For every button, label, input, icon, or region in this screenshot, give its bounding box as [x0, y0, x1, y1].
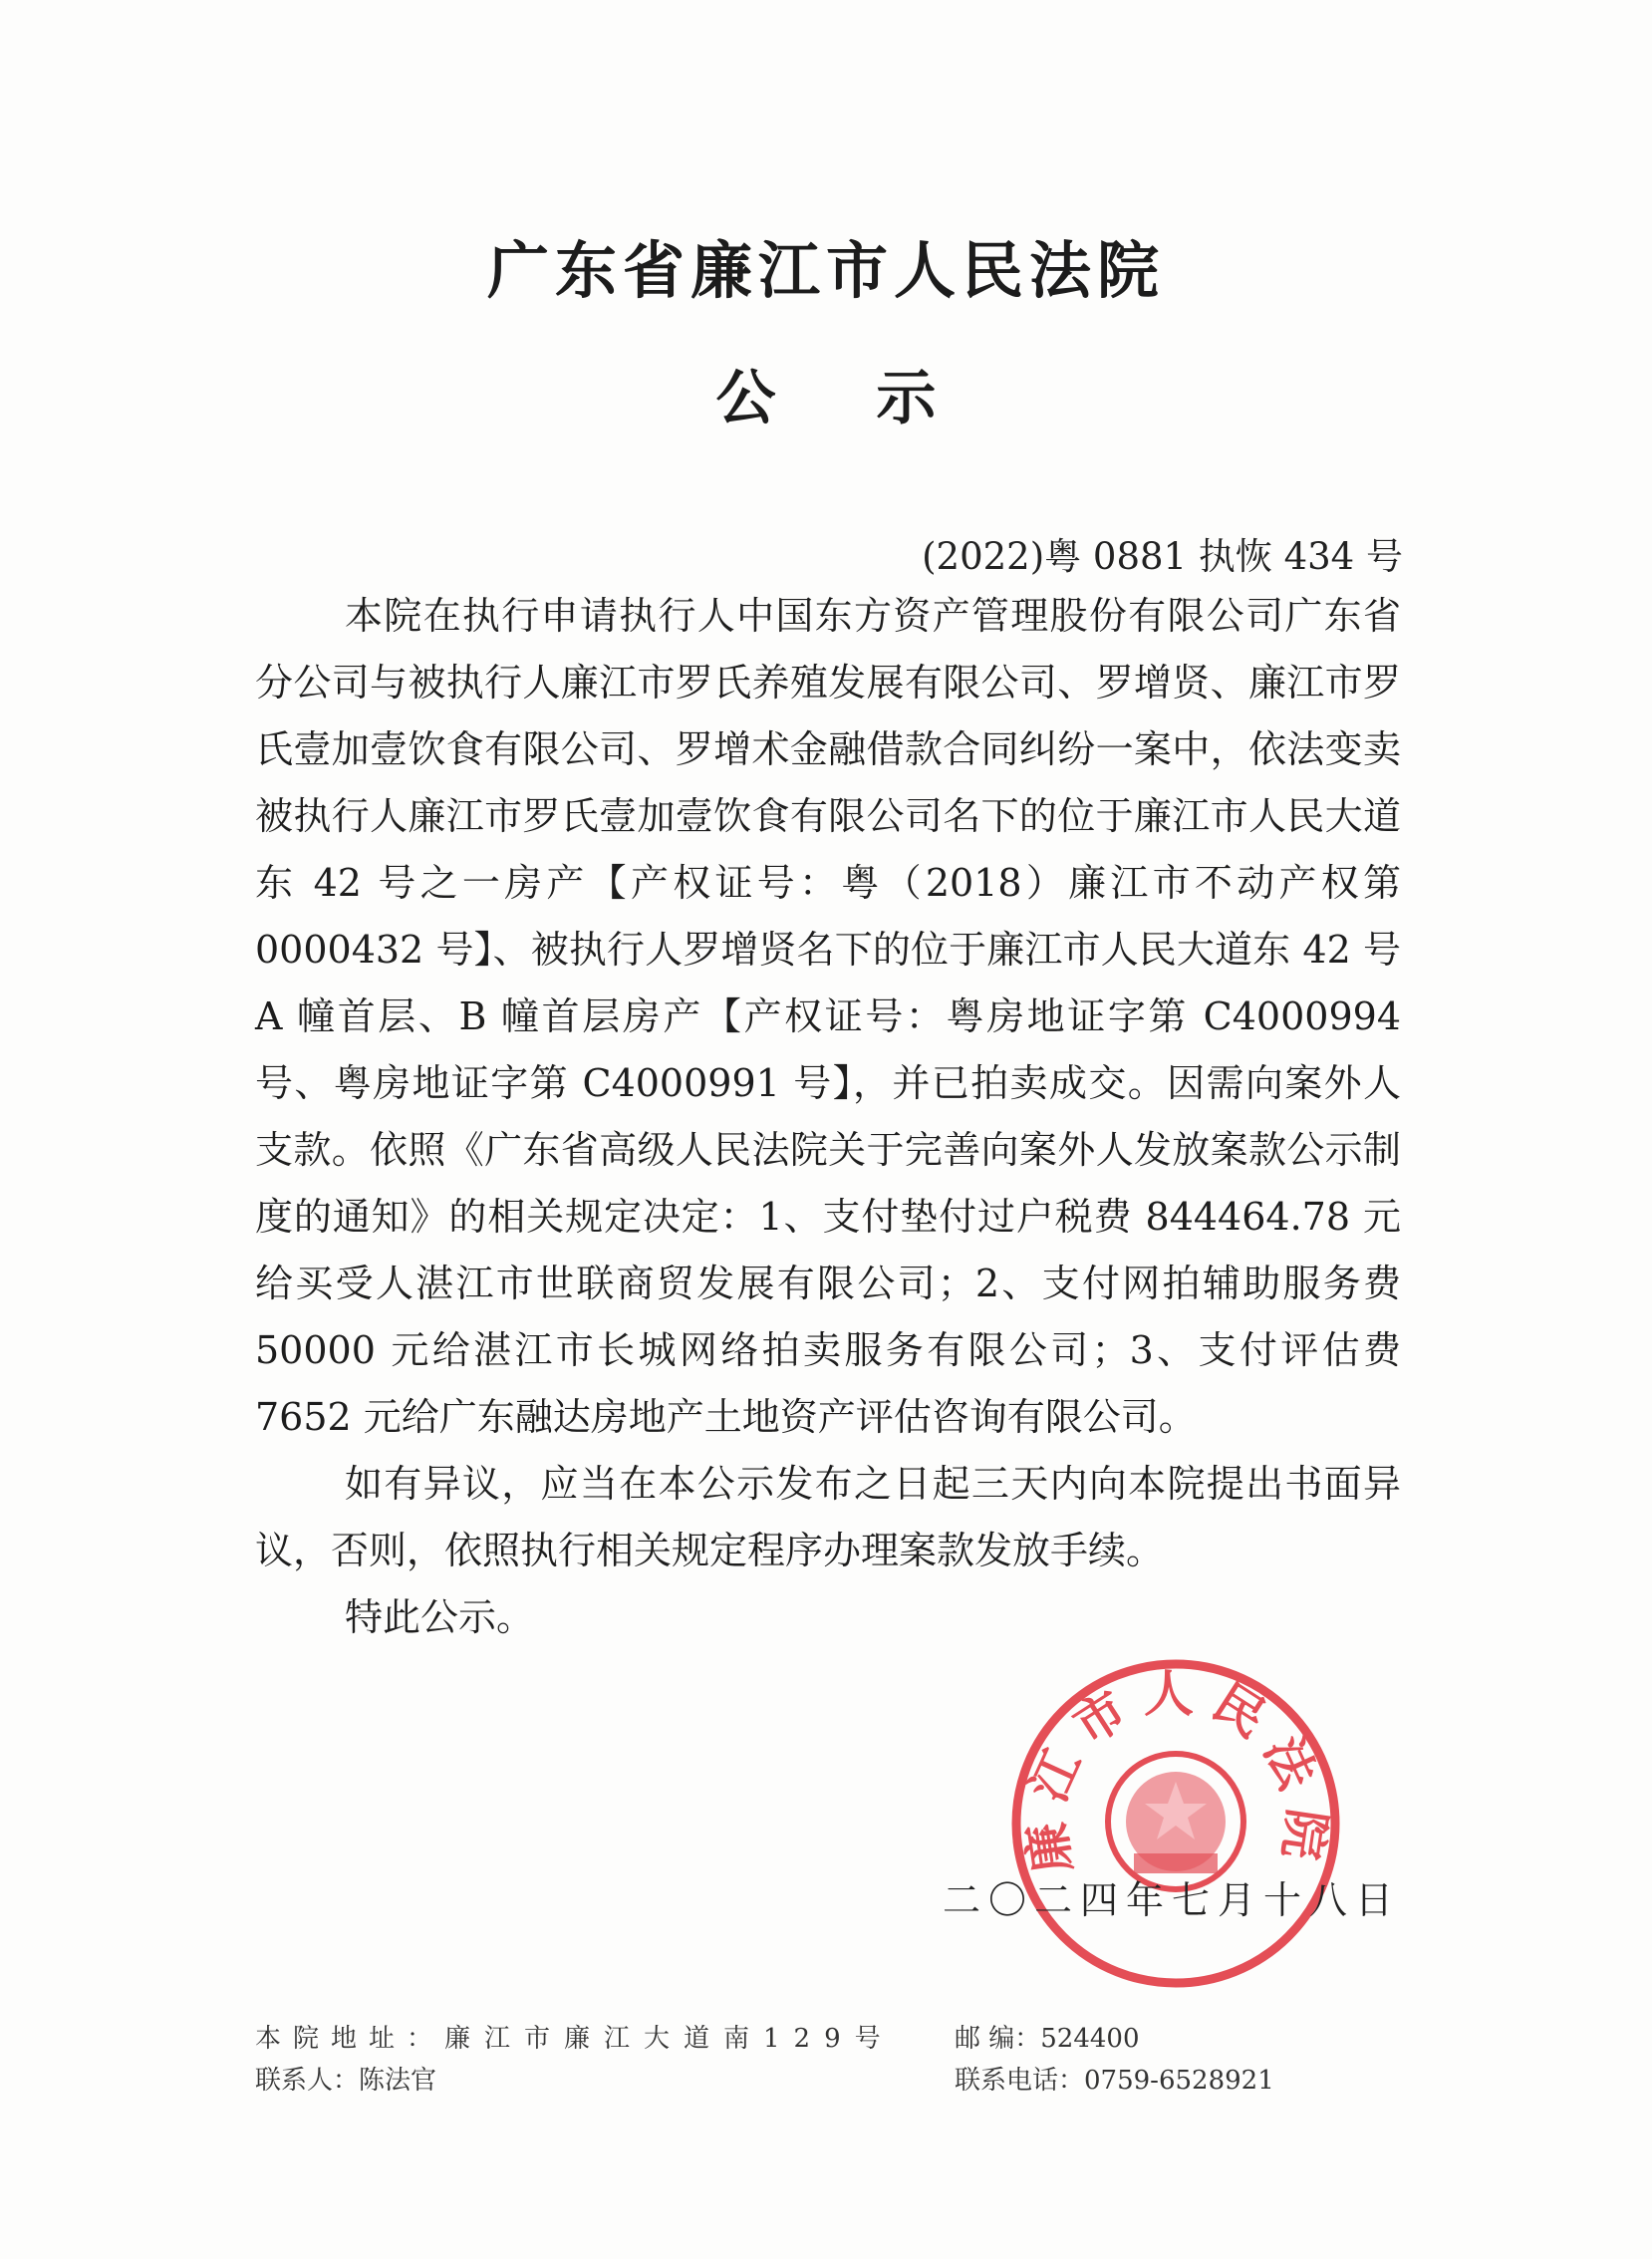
- seal-text: 廉江市人民法院: [1015, 1664, 1336, 1877]
- postcode-value: 524400: [1040, 2024, 1140, 2054]
- phone-value: 0759-6528921: [1084, 2066, 1274, 2096]
- body-paragraph-objection: 如有异议，应当在本公示发布之日起三天内向本院提出书面异议，否则，依照执行相关规定程序办理案款发放手续。: [255, 1462, 1401, 1572]
- address-value: 廉江市廉江大道南129号: [444, 2024, 895, 2054]
- contact-value: 陈法官: [359, 2066, 437, 2096]
- case-number: (2022)粤 0881 执恢 434 号: [922, 535, 1403, 578]
- footer-contact-right: [955, 2018, 1274, 2102]
- address-label: 本院地址：: [255, 2024, 445, 2054]
- body-paragraph-main: 本院在执行申请执行人中国东方资产管理股份有限公司广东省分公司与被执行人廉江市罗氏养殖发展有限公司、罗增贤、廉江市罗氏壹加壹饮食有限公司、罗增术金融借款合同纠纷一案中，依法变卖被执行人廉江市罗氏壹加壹饮食有限公司名下的位于廉江市人民大道东 42 号之一房产【产权证号：粤（2018）廉江市不动产权第 0000432 号】、被执行人罗增贤名下的位于廉江市人民大道东 42 号 A 幢首层、B 幢首层房产【产权证号：粤房地证字第 C4000994 号、粤房地证字第 C4000991 号】，并已拍卖成交。因需向案外人支款。依照《广东省高级人民法院关于完善向案外人发放案款公示制度的通知》的相关规定决定：1、支付垫付过户税费 844464.78 元给买受人湛江市世联商贸发展有限公司；2、支付网拍辅助服务费 50000 元给湛江市长城网络拍卖服务有限公司；3、支付评估费 7652 元给广东融达房地产土地资产评估咨询有限公司。: [255, 594, 1401, 1439]
- notice-title: 公 示: [715, 364, 976, 433]
- contact-label: 联系人：: [255, 2066, 360, 2096]
- notice-body: [255, 583, 1401, 1651]
- court-name-title: 广东省廉江市人民法院: [486, 234, 1165, 307]
- issue-date: 二〇二四年七月十八日: [942, 1878, 1401, 1922]
- body-paragraph-closing: 特此公示。: [345, 1595, 535, 1639]
- postcode-label: 邮 编：: [955, 2024, 1041, 2054]
- phone-label: 联系电话：: [955, 2066, 1085, 2096]
- footer-contact-left: [255, 2018, 895, 2102]
- court-seal-stamp: [1006, 1654, 1345, 1993]
